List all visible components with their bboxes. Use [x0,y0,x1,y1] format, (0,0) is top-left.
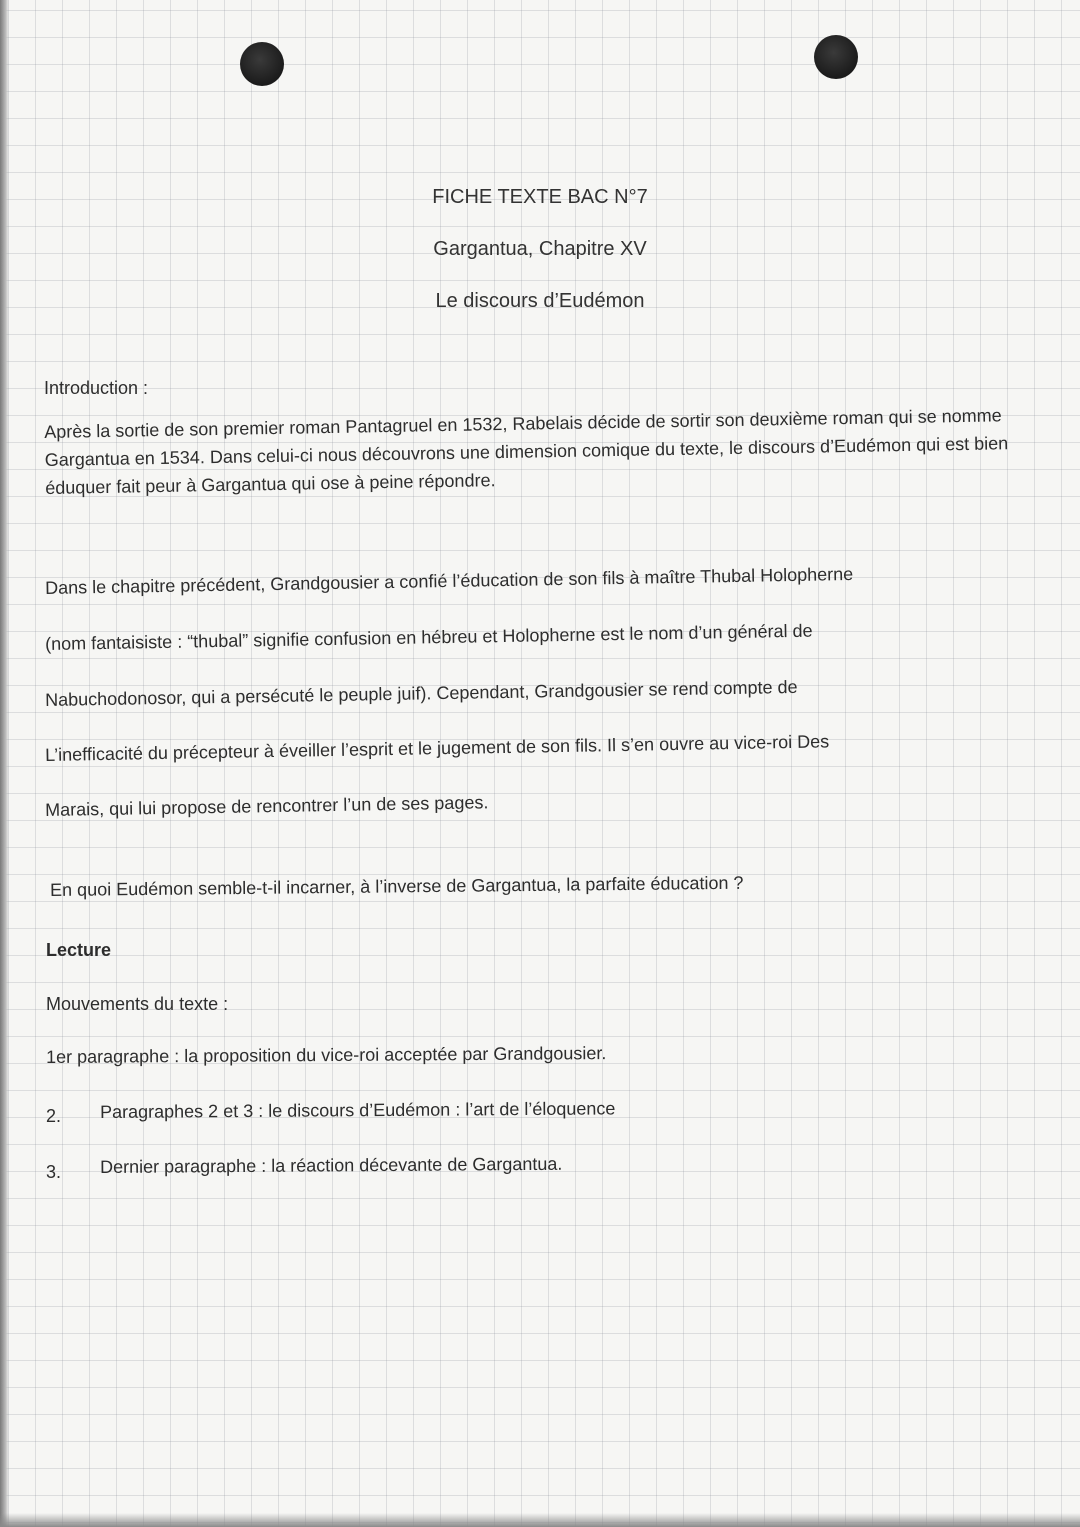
mouvement-item-1: 1er paragraphe : la proposition du vice-roi acceptée par Grandgousier. [46,1043,607,1067]
mouvement-number-3: 3. [46,1162,62,1182]
context-line: (nom fantaisiste : “thubal” signifie confusion en hébreu et Holopherne est le nom d’un général de [45,620,813,654]
context-line: L’inefficacité du précepteur à éveiller l’esprit et le jugement de son fils. Il s’en ouvre au vice-roi Des [45,731,830,765]
introduction-label: Introduction : [44,378,149,398]
context-line: Marais, qui lui propose de rencontrer l’un de ses pages. [45,792,489,820]
mouvement-item-3: Dernier paragraphe : la réaction décevante de Gargantua. [100,1153,563,1177]
paper-left-edge [0,0,9,1527]
punch-hole-right [814,35,858,79]
mouvement-item-2: Paragraphes 2 et 3 : le discours d’Eudémon : l’art de l’éloquence [100,1098,616,1122]
sheet-title: FICHE TEXTE BAC N°7 [432,186,648,208]
lecture-heading: Lecture [46,940,112,960]
work-and-chapter: Gargantua, Chapitre XV [433,238,647,260]
text-title: Le discours d’Eudémon [435,290,645,312]
context-line: Dans le chapitre précédent, Grandgousier a confié l’éducation de son fils à maître Thubal Holopherne [45,563,854,598]
mouvements-label: Mouvements du texte : [46,994,229,1014]
context-line: Nabuchodonosor, qui a persécuté le peuple juif). Cependant, Grandgousier se rend compte de [45,676,798,710]
introduction-paragraph: Après la sortie de son premier roman Pantagruel en 1532, Rabelais décide de sortir son deuxième roman qui se nomme Gargantua en 1534. Dans celui-ci nous découvrons une dimension comique du texte, le discours d’Eudémon qui est bien éduquer fait peur à Gargantua qui ose à peine répondre. [44,405,1009,498]
punch-hole-left [240,42,284,86]
mouvement-number-2: 2. [46,1106,62,1126]
paper-bottom-edge [0,1513,1080,1527]
problematique-question: En quoi Eudémon semble-t-il incarner, à l’inverse de Gargantua, la parfaite éducation ? [50,872,744,900]
